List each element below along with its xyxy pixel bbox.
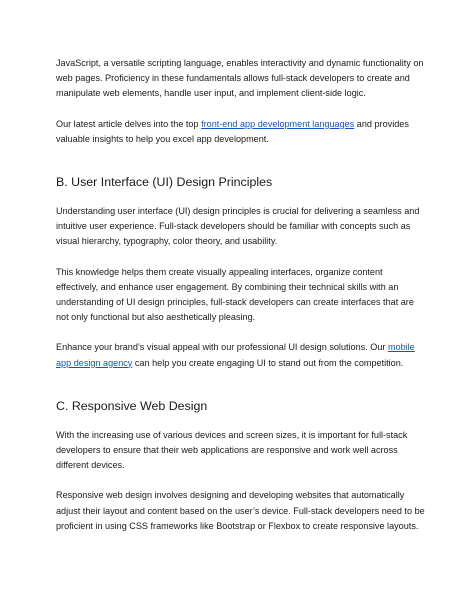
paragraph-responsive-2: Responsive web design involves designing and developing websites that automatically adjust their layout and content based on the user’s device. Full-stack developers need to be proficient in using CSS frameworks like Bootstrap or Flexbox to create responsive layouts. xyxy=(56,490,425,531)
link-mobile-app-design-agency[interactable]: mobile app design agency xyxy=(56,342,415,368)
heading-responsive-web-design: C. Responsive Web Design xyxy=(56,398,208,413)
paragraph-javascript: JavaScript, a versatile scripting language, enables interactivity and dynamic functionality on web pages. Proficiency in these fundamentals allows full-stack developers to create and manipulate web elements, handle user input, and implement client-side logic. xyxy=(56,58,424,99)
paragraph-ui-principles-1: Understanding user interface (UI) design principles is crucial for delivering a seamless and intuitive user experience. Full-stack developers should be familiar with concepts such as visual hierarchy, typography, color theory, and usability. xyxy=(56,206,420,247)
ui-text-before: Enhance your brand’s visual appeal with our professional UI design solutions. Our xyxy=(56,342,388,353)
document-page xyxy=(56,56,426,534)
ui-text-after: can help you create engaging UI to stand out from the competition. xyxy=(132,357,404,368)
article-text-after: and provides valuable insights to help you excel app development. xyxy=(56,118,409,144)
link-front-end-languages[interactable]: front-end app development languages xyxy=(201,118,355,129)
paragraph-responsive-1: With the increasing use of various devices and screen sizes, it is important for full-stack developers to ensure that their web applications are responsive and work well across different devices. xyxy=(56,429,408,471)
article-text-before: Our latest article delves into the top xyxy=(56,118,202,129)
paragraph-ui-principles-2: This knowledge helps them create visually appealing interfaces, organize content effectively, and enhance user engagement. By combining their technical skills with an understanding of UI design principles, full-stack developers can create interfaces that are not only functional but also aesthetically pleasing. xyxy=(56,266,414,323)
paragraph-ui-principles-3 xyxy=(56,340,426,370)
heading-ui-design-principles: B. User Interface (UI) Design Principles xyxy=(56,175,273,190)
paragraph-article-reference xyxy=(56,117,426,147)
